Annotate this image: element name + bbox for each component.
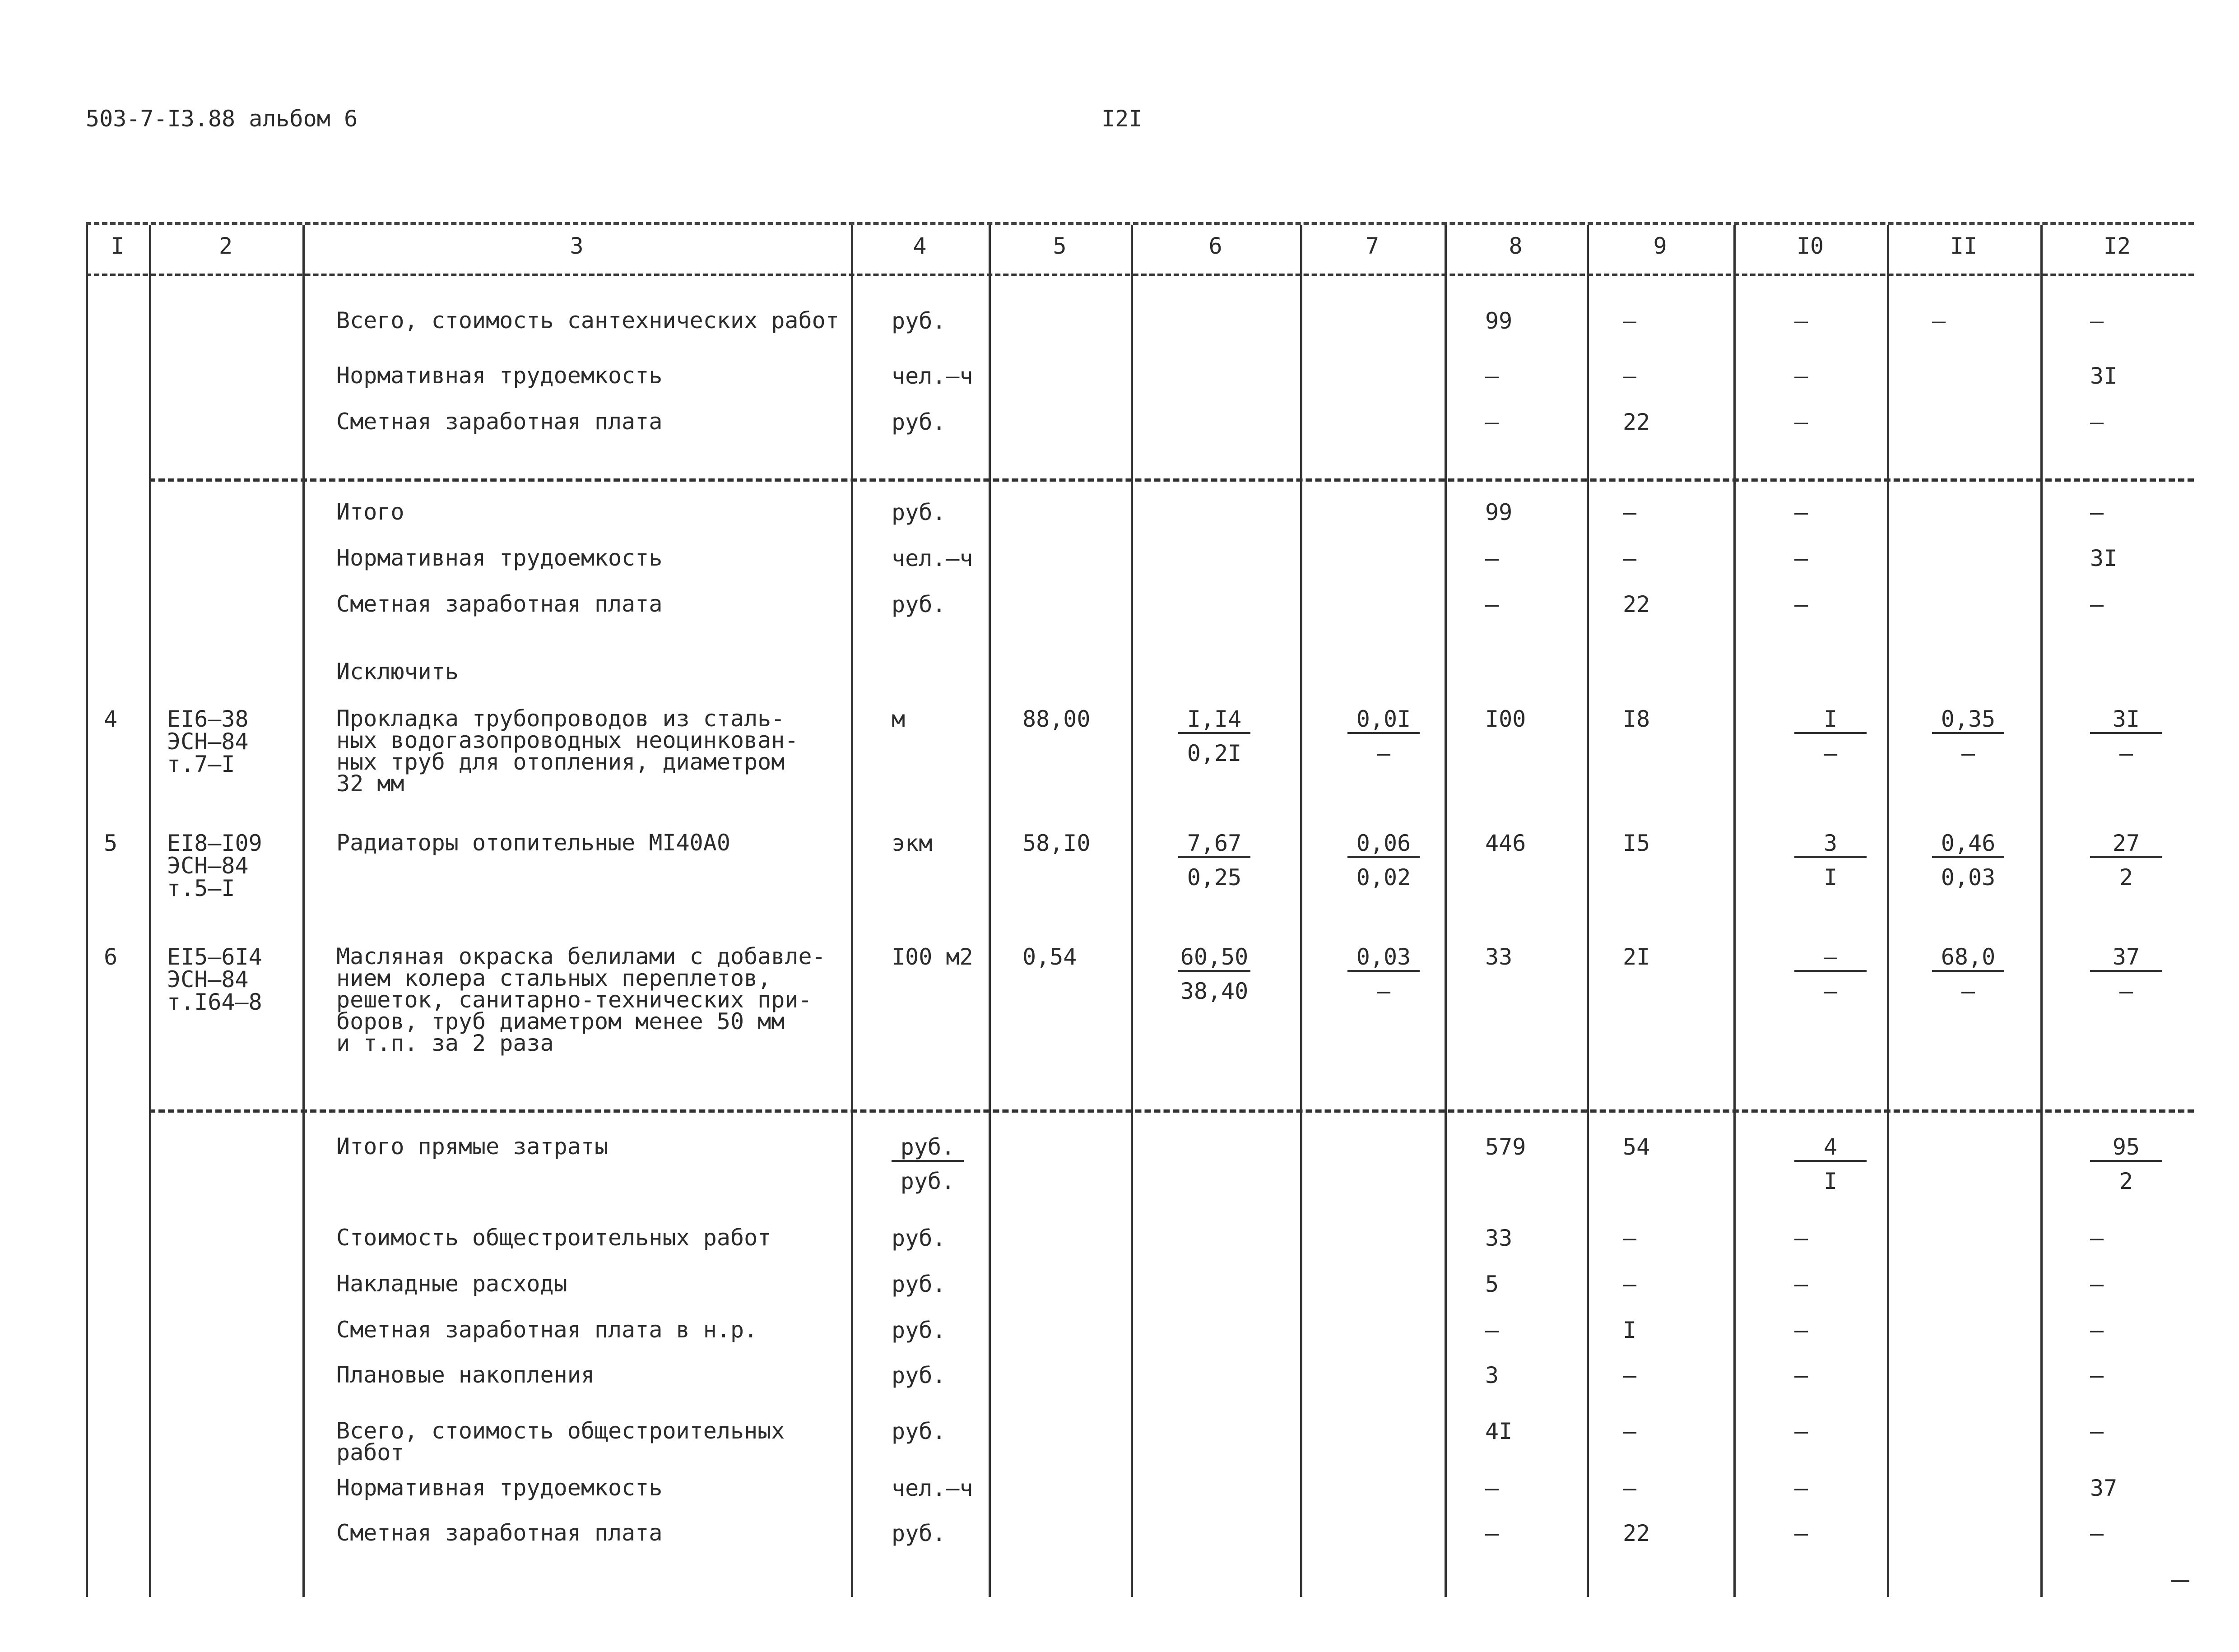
column-header: I <box>110 233 125 259</box>
fraction-denominator: 38,40 <box>1180 978 1249 1004</box>
table-cell: 33 <box>1485 1225 1513 1251</box>
table-cell: – <box>1794 1418 1808 1444</box>
column-rule <box>149 225 151 1597</box>
table-cell: – <box>2090 409 2104 435</box>
table-cell: – <box>2090 1520 2104 1546</box>
table-cell-fraction <box>892 1136 964 1193</box>
row-description: Стоимость общестроительных работ <box>336 1225 771 1251</box>
table-cell: 579 <box>1485 1134 1526 1160</box>
column-rule <box>1887 225 1889 1597</box>
table-cell: руб. <box>892 308 946 334</box>
fraction-denominator: – <box>1376 978 1391 1004</box>
row-description: Прокладка трубопроводов из сталь- ных водогазопроводных неоцинкован- ных труб для отопления, диаметром 32 мм <box>336 705 799 797</box>
table-cell: – <box>1794 363 1808 389</box>
table-cell-fraction <box>2090 946 2162 1002</box>
table-cell: – <box>1794 1317 1808 1343</box>
table-cell-fraction <box>1347 832 1420 889</box>
table-cell: 3 <box>1485 1362 1499 1388</box>
fraction-denominator: 0,2I <box>1187 740 1242 766</box>
table-cell: – <box>1794 1225 1808 1251</box>
fraction-denominator: руб. <box>900 1168 955 1194</box>
fraction-denominator: – <box>2119 740 2133 766</box>
column-header: 2 <box>218 233 233 259</box>
table-cell: – <box>2090 591 2104 617</box>
column-rule <box>851 225 853 1597</box>
table-cell: – <box>1485 591 1499 617</box>
column-rule <box>1587 225 1589 1597</box>
table-cell: I00 м2 <box>892 944 973 970</box>
table-cell: 37 <box>2090 1475 2118 1501</box>
table-cell: – <box>1485 1475 1499 1501</box>
fraction-numerator: 7,67 <box>1178 832 1250 858</box>
fraction-denominator: – <box>1376 740 1391 766</box>
section-separator <box>149 1109 2194 1113</box>
table-cell: 3I <box>2090 545 2118 571</box>
table-cell: – <box>1794 1475 1808 1501</box>
table-cell: 446 <box>1485 830 1526 856</box>
table-cell: – <box>2090 1418 2104 1444</box>
table-cell: – <box>2090 1225 2104 1251</box>
row-description: Сметная заработная плата <box>336 1520 663 1546</box>
document-reference: 503-7-I3.88 альбом 6 <box>86 106 358 132</box>
fraction-denominator: 0,02 <box>1356 864 1411 891</box>
table-cell: экм <box>892 830 933 856</box>
column-header: 6 <box>1208 233 1222 259</box>
row-description: Сметная заработная плата <box>336 408 663 435</box>
column-rule <box>1300 225 1302 1597</box>
column-header: 7 <box>1365 233 1380 259</box>
column-header: 5 <box>1053 233 1067 259</box>
table-cell: – <box>2090 1271 2104 1297</box>
table-cell: 22 <box>1623 409 1650 435</box>
table-cell: – <box>2090 1317 2104 1343</box>
table-cell: 58,I0 <box>1022 830 1091 856</box>
column-header: 9 <box>1653 233 1667 259</box>
table-cell: – <box>2090 499 2104 525</box>
table-cell: – <box>1623 1418 1637 1444</box>
table-cell-fraction <box>2090 832 2162 889</box>
column-rule <box>989 225 991 1597</box>
column-rule <box>1131 225 1133 1597</box>
table-cell: I <box>1623 1317 1637 1343</box>
table-cell: – <box>1794 308 1808 334</box>
table-cell-fraction <box>1794 832 1867 889</box>
table-cell: руб. <box>892 1418 946 1444</box>
table-cell: 3I <box>2090 363 2118 389</box>
fraction-denominator: – <box>1823 740 1838 766</box>
table-cell-fraction <box>1178 946 1250 1002</box>
table-cell: – <box>1485 1317 1499 1343</box>
table-cell: 5 <box>1485 1271 1499 1297</box>
table-cell: руб. <box>892 1317 946 1343</box>
row-description: Всего, стоимость сантехнических работ <box>336 307 839 334</box>
table-cell: руб. <box>892 499 946 525</box>
table-cell: 54 <box>1623 1134 1650 1160</box>
column-header: I2 <box>2103 233 2131 259</box>
column-header: 4 <box>913 233 927 259</box>
fraction-numerator: 4 <box>1794 1136 1867 1162</box>
table-cell: I8 <box>1623 706 1650 732</box>
table-cell: – <box>1794 409 1808 435</box>
table-cell-fraction <box>2090 708 2162 765</box>
fraction-numerator: 95 <box>2090 1136 2162 1162</box>
column-header: I0 <box>1796 233 1824 259</box>
fraction-numerator: 37 <box>2090 946 2162 972</box>
edge-mark <box>2171 1580 2189 1582</box>
table-cell: – <box>1623 363 1637 389</box>
row-description: Итого прямые затраты <box>336 1133 609 1160</box>
table-cell: руб. <box>892 1225 946 1251</box>
fraction-numerator: 0,03 <box>1347 946 1420 972</box>
fraction-numerator: I,I4 <box>1178 708 1250 734</box>
table-cell: 33 <box>1485 944 1513 970</box>
table-cell: 5 <box>104 830 118 856</box>
table-cell: – <box>1794 591 1808 617</box>
table-cell: 4 <box>104 706 118 732</box>
table-cell-fraction <box>2090 1136 2162 1193</box>
table-cell: 6 <box>104 944 118 970</box>
fraction-numerator: 68,0 <box>1932 946 2004 972</box>
table-cell: 88,00 <box>1022 706 1091 732</box>
fraction-numerator: I <box>1794 708 1867 734</box>
table-cell-fraction <box>1794 708 1867 765</box>
row-description: Итого <box>336 499 404 525</box>
table-cell: 22 <box>1623 1520 1650 1546</box>
fraction-numerator: – <box>1794 946 1867 972</box>
table-cell-fraction <box>1932 832 2004 889</box>
fraction-denominator: – <box>1961 978 1975 1004</box>
row-description: Нормативная трудоемкость <box>336 545 663 571</box>
table-cell: I5 <box>1623 830 1650 856</box>
table-cell: руб. <box>892 409 946 435</box>
column-rule <box>2040 225 2043 1597</box>
header-separator <box>86 274 2194 276</box>
fraction-denominator: I <box>1823 864 1838 891</box>
table-cell-fraction <box>1932 946 2004 1002</box>
table-cell: – <box>1623 499 1637 525</box>
row-description: Исключить <box>336 659 459 685</box>
row-code: EI5–6I4 ЭСН–84 т.I64–8 <box>167 944 262 1015</box>
table-cell: 22 <box>1623 591 1650 617</box>
table-cell: – <box>1623 545 1637 571</box>
table-cell: – <box>1794 1271 1808 1297</box>
fraction-numerator: 0,06 <box>1347 832 1420 858</box>
fraction-denominator: – <box>1823 978 1838 1004</box>
section-separator <box>149 478 2194 482</box>
row-description: Всего, стоимость общестроительных работ <box>336 1418 785 1466</box>
fraction-numerator: 3 <box>1794 832 1867 858</box>
row-code: EI6–38 ЭСН–84 т.7–I <box>167 706 249 777</box>
column-rule <box>302 225 305 1597</box>
table-cell: – <box>1623 1225 1637 1251</box>
table-cell: руб. <box>892 1362 946 1388</box>
table-cell: м <box>892 706 906 732</box>
table-cell: – <box>1623 1271 1637 1297</box>
column-header: 3 <box>570 233 584 259</box>
row-description: Масляная окраска белилами с добавле- нием колера стальных переплетов, решеток, санитарно-технических при- боров, труб диаметром менее 50 мм и т.п. за 2 раза <box>336 943 826 1056</box>
fraction-denominator: – <box>1961 740 1975 766</box>
table-cell-fraction <box>1932 708 2004 765</box>
column-rule <box>1445 225 1447 1597</box>
column-rule <box>1733 225 1736 1597</box>
table-cell-fraction <box>1347 708 1420 765</box>
table-cell: – <box>1794 499 1808 525</box>
fraction-numerator: 0,35 <box>1932 708 2004 734</box>
estimate-table <box>86 222 2194 1597</box>
row-description: Радиаторы отопительные МI40А0 <box>336 830 730 856</box>
table-cell: 4I <box>1485 1418 1513 1444</box>
table-cell: – <box>2090 308 2104 334</box>
fraction-denominator: 2 <box>2119 864 2133 891</box>
fraction-denominator: 0,25 <box>1187 864 1242 891</box>
fraction-denominator: 0,03 <box>1941 864 1996 891</box>
table-cell: – <box>1485 409 1499 435</box>
table-cell: – <box>1623 1362 1637 1388</box>
table-cell-fraction <box>1794 1136 1867 1193</box>
row-description: Сметная заработная плата <box>336 591 663 617</box>
table-cell-fraction <box>1178 708 1250 765</box>
table-cell: руб. <box>892 1520 946 1546</box>
table-cell: – <box>1794 1520 1808 1546</box>
fraction-denominator: – <box>2119 978 2133 1004</box>
table-cell: – <box>1932 308 1946 334</box>
row-description: Накладные расходы <box>336 1271 567 1297</box>
fraction-numerator: 60,50 <box>1178 946 1250 972</box>
row-description: Нормативная трудоемкость <box>336 1475 663 1501</box>
row-description: Нормативная трудоемкость <box>336 362 663 389</box>
table-cell: – <box>1485 1520 1499 1546</box>
fraction-numerator: руб. <box>892 1136 964 1162</box>
table-cell: 99 <box>1485 499 1513 525</box>
table-cell: 99 <box>1485 308 1513 334</box>
table-cell-fraction <box>1347 946 1420 1002</box>
table-cell: – <box>1623 308 1637 334</box>
fraction-denominator: I <box>1823 1168 1838 1194</box>
table-cell: чел.–ч <box>892 363 973 389</box>
table-cell: – <box>1794 1362 1808 1388</box>
table-cell: – <box>1485 363 1499 389</box>
row-description: Плановые накопления <box>336 1362 595 1388</box>
column-rule <box>86 225 88 1597</box>
fraction-numerator: 3I <box>2090 708 2162 734</box>
table-cell: чел.–ч <box>892 1475 973 1501</box>
page-number: I2I <box>1101 106 1143 132</box>
table-cell: руб. <box>892 1271 946 1297</box>
table-cell: руб. <box>892 591 946 617</box>
fraction-numerator: 27 <box>2090 832 2162 858</box>
table-cell: – <box>2090 1362 2104 1388</box>
table-cell-fraction <box>1794 946 1867 1002</box>
fraction-numerator: 0,0I <box>1347 708 1420 734</box>
column-header: II <box>1950 233 1978 259</box>
row-description: Сметная заработная плата в н.р. <box>336 1317 758 1343</box>
table-cell: – <box>1794 545 1808 571</box>
table-cell-fraction <box>1178 832 1250 889</box>
table-cell: – <box>1623 1475 1637 1501</box>
fraction-numerator: 0,46 <box>1932 832 2004 858</box>
table-cell: чел.–ч <box>892 545 973 571</box>
table-cell: 0,54 <box>1022 944 1077 970</box>
fraction-denominator: 2 <box>2119 1168 2133 1194</box>
column-header: 8 <box>1509 233 1523 259</box>
table-cell: 2I <box>1623 944 1650 970</box>
table-cell: – <box>1485 545 1499 571</box>
row-code: EI8–I09 ЭСН–84 т.5–I <box>167 830 262 901</box>
table-cell: I00 <box>1485 706 1526 732</box>
